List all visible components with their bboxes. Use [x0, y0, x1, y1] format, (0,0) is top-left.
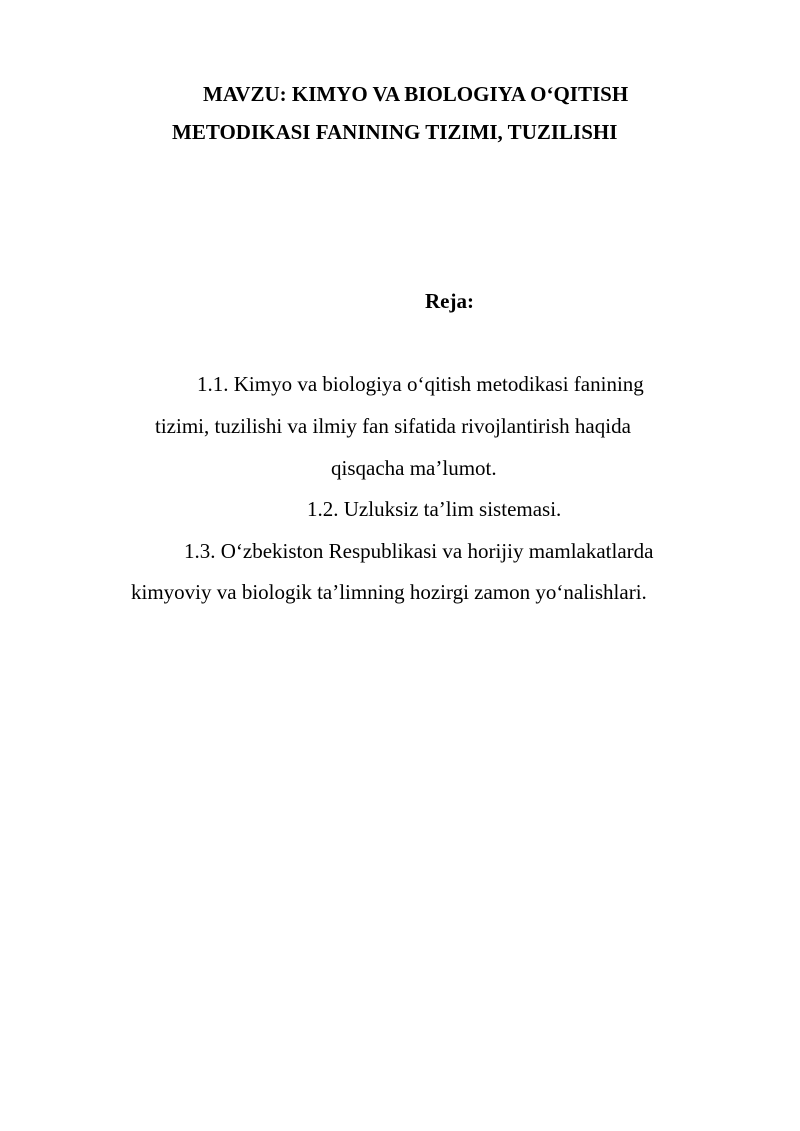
title-line-2: METODIKASI FANINING TIZIMI, TUZILISHI: [172, 120, 618, 144]
plan-item-1-line-1: 1.1. Kimyo va biologiya o‘qitish metodikasi fanining: [197, 372, 644, 396]
plan-item-3-line-1: 1.3. O‘zbekiston Respublikasi va horijiy mamlakatlarda: [184, 539, 654, 563]
plan-item-1-line-3: qisqacha ma’lumot.: [331, 456, 497, 480]
plan-item-2: 1.2. Uzluksiz ta’lim sistemasi.: [307, 497, 562, 521]
plan-item-3-line-2: kimyoviy va biologik ta’limning hozirgi zamon yo‘nalishlari.: [131, 580, 647, 604]
title-line-1: MAVZU: KIMYO VA BIOLOGIYA O‘QITISH: [203, 82, 629, 106]
plan-item-1-line-2: tizimi, tuzilishi va ilmiy fan sifatida rivojlantirish haqida: [155, 414, 631, 438]
plan-heading: Reja:: [425, 289, 474, 313]
